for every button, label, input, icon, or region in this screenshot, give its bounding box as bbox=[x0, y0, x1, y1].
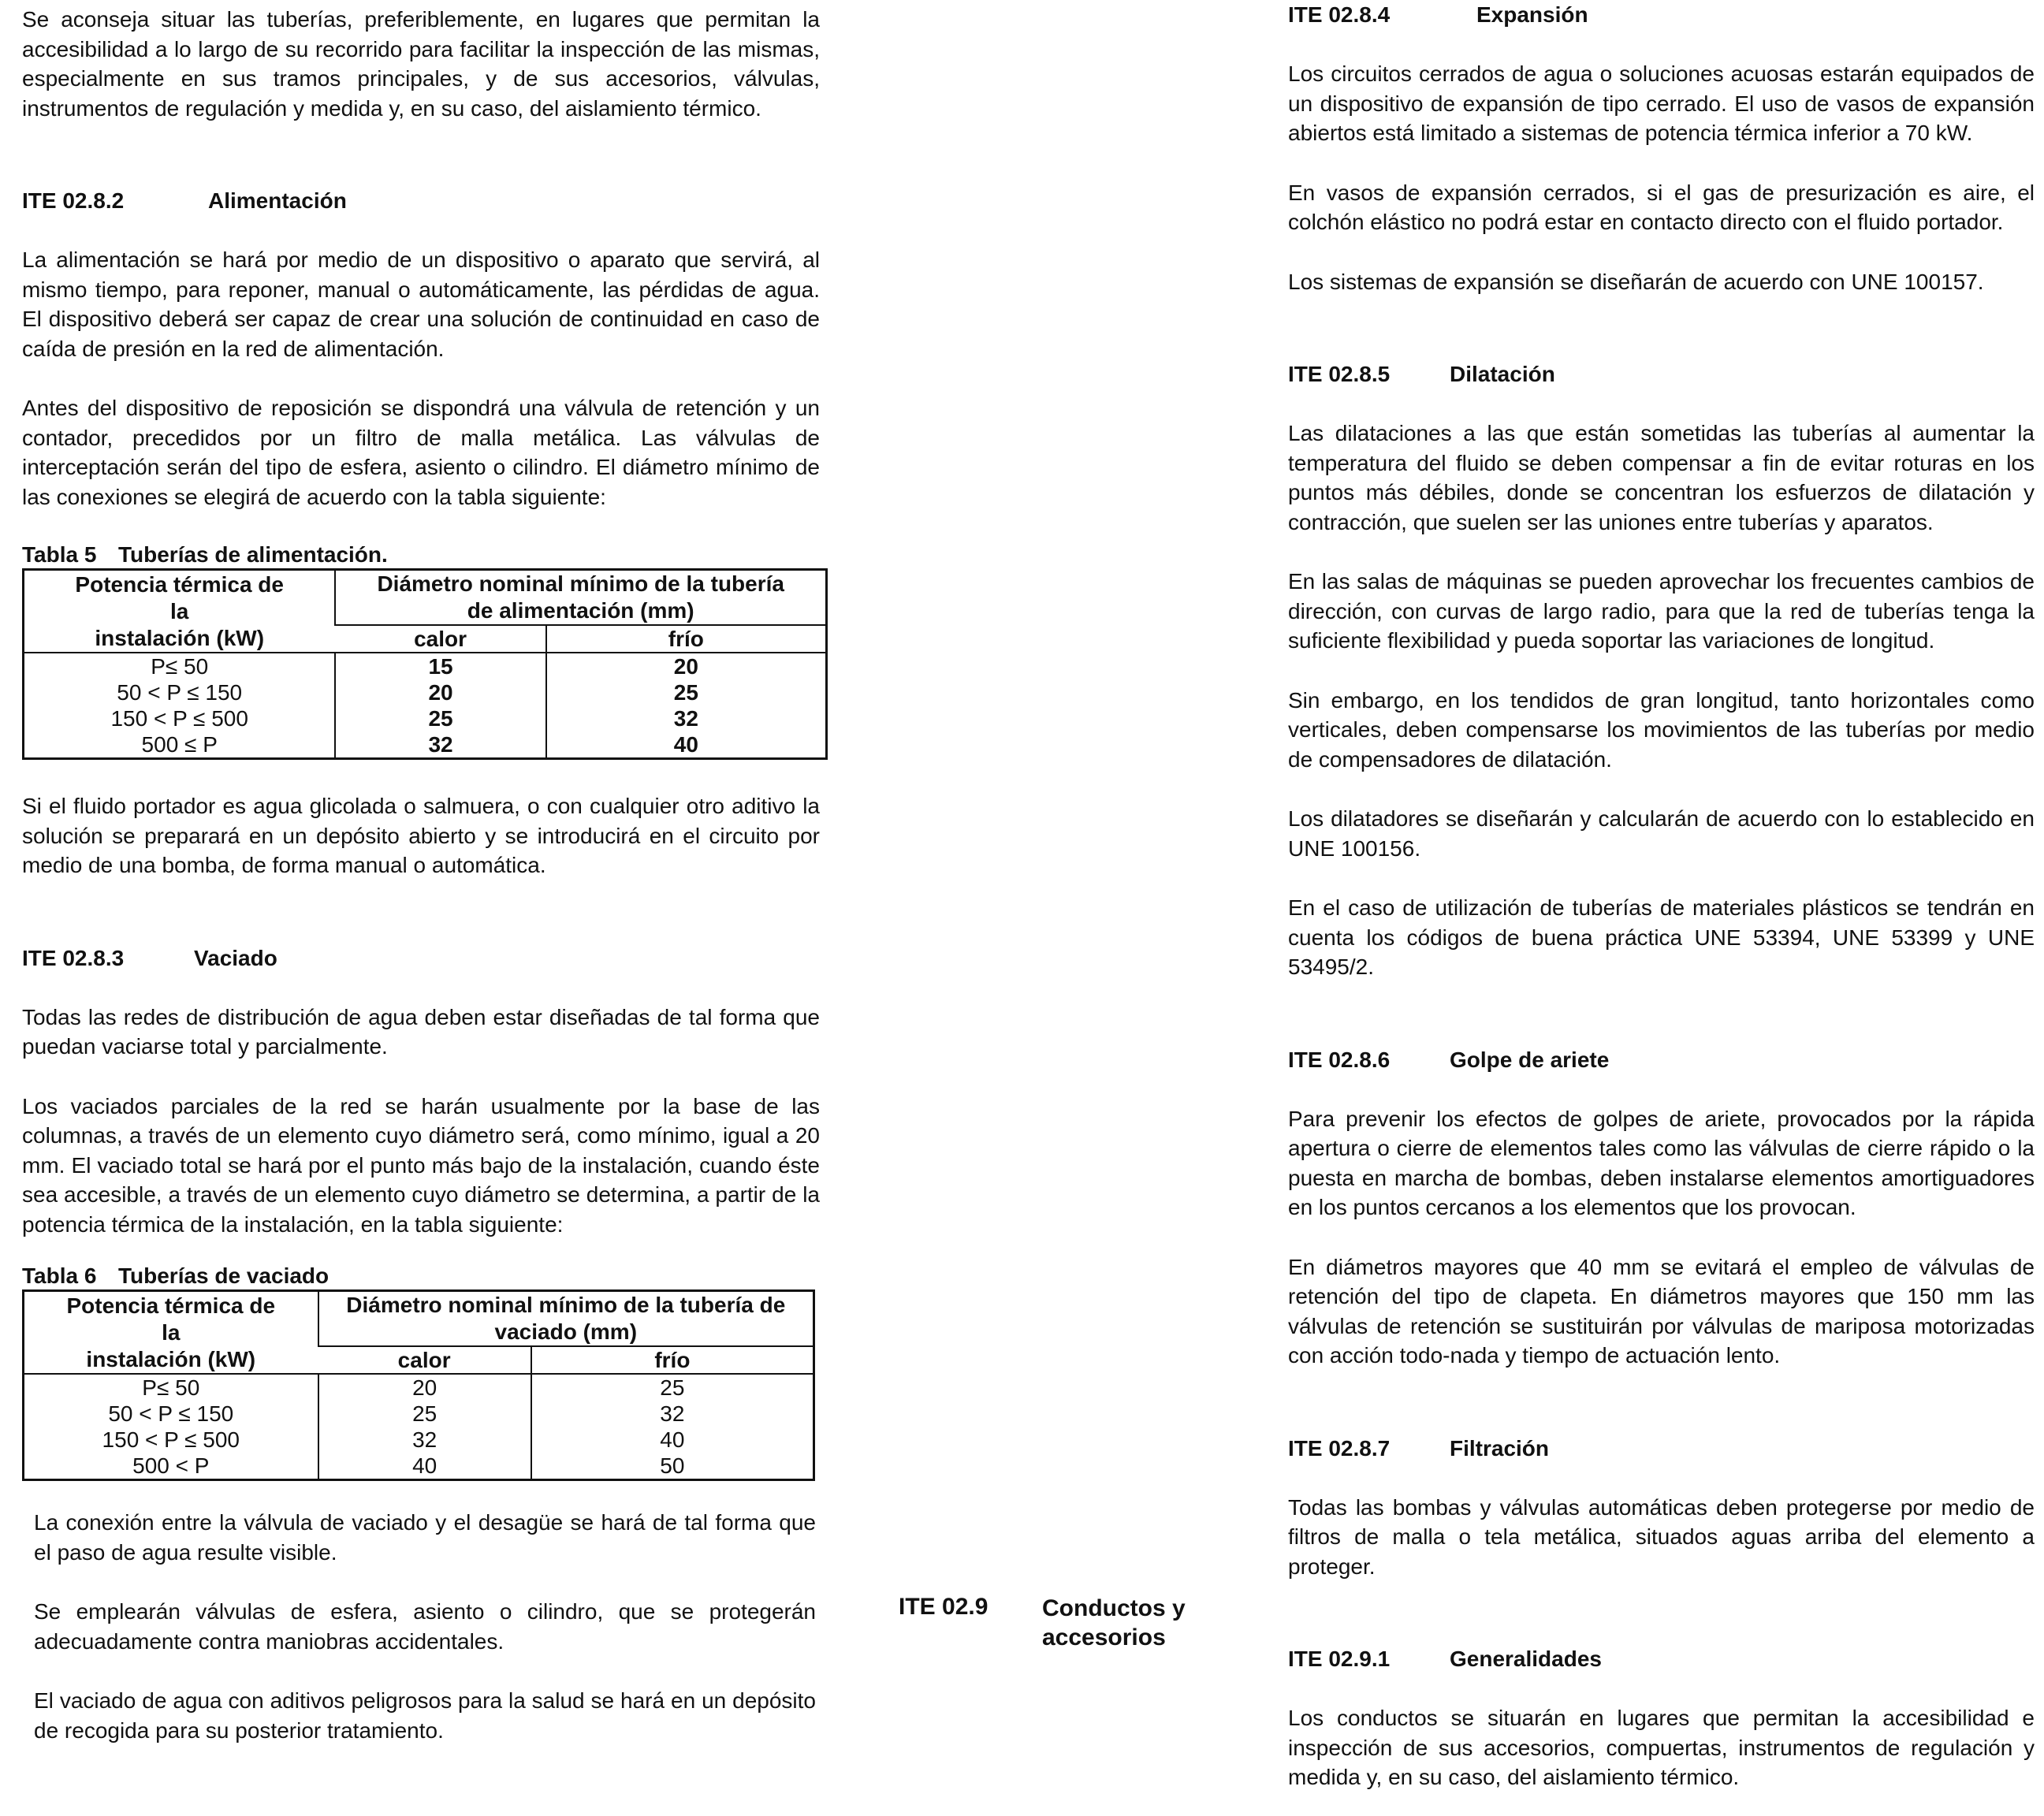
table-row bbox=[24, 731, 827, 759]
cell-calor: 25 bbox=[335, 705, 545, 731]
section-title: Alimentación bbox=[208, 188, 347, 213]
cell-frio: 32 bbox=[531, 1401, 814, 1427]
cell-calor: 32 bbox=[335, 731, 545, 759]
paragraph: Los vaciados parciales de la red se harán usualmente por la base de las columnas, a través de un elemento cuyo diámetro será, como mínimo, igual a 20 mm. El vaciado total se hará por el punto más bajo de la instalación, cuando éste sea accesible, a través de un elemento cuyo diámetro se determina, a partir de la potencia térmica de la instalación, en la tabla siguiente: bbox=[22, 1093, 820, 1237]
heading-ite-02-8-3 bbox=[22, 943, 820, 973]
table-row bbox=[24, 653, 827, 679]
cell-calor: 20 bbox=[335, 679, 545, 705]
section-title: Golpe de ariete bbox=[1450, 1047, 1610, 1072]
vaciado-notes bbox=[22, 1508, 816, 1745]
paragraph: Todas las redes de distribución de agua deben estar diseñadas de tal forma que puedan vaciarse total y parcialmente. bbox=[22, 1004, 820, 1059]
section-title: Filtración bbox=[1450, 1435, 1550, 1461]
table-title: Tuberías de alimentación. bbox=[118, 542, 388, 567]
table-row bbox=[24, 705, 827, 731]
section-code: ITE 02.8.5 bbox=[1288, 362, 1391, 386]
paragraph: Los sistemas de expansión se diseñarán de acuerdo con UNE 100157. bbox=[1288, 269, 1984, 294]
right-column bbox=[1288, 0, 2035, 1792]
cell-potencia: P≤ 50 bbox=[24, 653, 336, 679]
section-title: Expansión bbox=[1476, 2, 1588, 27]
header-diametro: Diámetro nominal mínimo de la tubería de alimentación (mm) bbox=[335, 570, 826, 626]
cell-frio: 20 bbox=[546, 653, 827, 679]
heading-ite-02-8-7 bbox=[1288, 1434, 2035, 1463]
cell-calor: 15 bbox=[335, 653, 545, 679]
table-header-row bbox=[24, 570, 827, 626]
section-code: ITE 02.8.2 bbox=[22, 188, 125, 213]
header-potencia: Potencia térmica de la instalación (kW) bbox=[66, 1293, 276, 1371]
cell-potencia: 500 < P bbox=[132, 1453, 210, 1478]
header-calor: calor bbox=[318, 1346, 531, 1374]
section-code: ITE 02.8.3 bbox=[22, 945, 125, 970]
paragraph: En las salas de máquinas se pueden aprovechar los frecuentes cambios de dirección, con curvas de largo radio, para que la red de tuberías tenga la suficiente flexibilidad y pueda soportar las variaciones de longitud. bbox=[1288, 569, 2035, 653]
paragraph: En diámetros mayores que 40 mm se evitará el empleo de válvulas de retención del tipo de clapeta. En diámetros mayores que 150 mm las válvulas de retención se sustituirán por válvulas de mariposa motorizadas con acción todo-nada y tiempo de actuación lento. bbox=[1288, 1254, 2035, 1368]
section-code: ITE 02.8.7 bbox=[1288, 1435, 1391, 1461]
paragraph: Los dilatadores se diseñarán y calcularán de acuerdo con lo establecido en UNE 100156. bbox=[1288, 806, 2035, 861]
paragraph: En el caso de utilización de tuberías de materiales plásticos se tendrán en cuenta los códigos de buena práctica UNE 53394, UNE 53399 y UNE 53495/2. bbox=[1288, 895, 2035, 979]
cell-frio: 32 bbox=[546, 705, 827, 731]
paragraph: La conexión entre la válvula de vaciado y el desagüe se hará de tal forma que el paso de agua resulte visible. bbox=[34, 1510, 816, 1565]
section-title: Dilatación bbox=[1450, 362, 1555, 386]
paragraph: Los circuitos cerrados de agua o soluciones acuosas estarán equipados de un dispositivo de expansión de tipo cerrado. El uso de vasos de expansión abiertos está limitado a sistemas de potencia térmica inferior a 70 kW. bbox=[1288, 61, 2035, 145]
table-row bbox=[24, 679, 827, 705]
cell-calor: 25 bbox=[318, 1401, 531, 1427]
paragraph: Todas las bombas y válvulas automáticas deben protegerse por medio de filtros de malla o tela metálica, situados aguas arriba del elemento a proteger. bbox=[1288, 1494, 2035, 1579]
paragraph: Sin embargo, en los tendidos de gran longitud, tanto horizontales como verticales, deben compensarse los movimientos de las tuberías por medio de compensadores de dilatación. bbox=[1288, 687, 2035, 772]
table-row bbox=[24, 1374, 814, 1401]
heading-ite-02-9-1 bbox=[1288, 1644, 2035, 1673]
section-code: ITE 02.9 bbox=[899, 1594, 988, 1620]
cell-frio: 50 bbox=[531, 1453, 814, 1480]
cell-potencia: 50 < P ≤ 150 bbox=[108, 1401, 234, 1426]
table5-body bbox=[24, 653, 827, 759]
cell-calor: 32 bbox=[318, 1427, 531, 1453]
intro-paragraph: Se aconseja situar las tuberías, preferiblemente, en lugares que permitan la accesibilidad a lo largo de su recorrido para facilitar la inspección de las mismas, especialmente en sus tramos principales, y de sus accesorios, válvulas, instrumentos de regulación y medida y, en su caso, del aislamiento térmico. bbox=[22, 7, 820, 121]
cell-potencia: 150 < P ≤ 500 bbox=[110, 706, 248, 731]
section-code: ITE 02.9.1 bbox=[1288, 1647, 1391, 1671]
cell-potencia: 50 < P ≤ 150 bbox=[117, 680, 243, 705]
cell-potencia: 500 ≤ P bbox=[141, 732, 218, 757]
cell-frio: 40 bbox=[546, 731, 827, 759]
table6 bbox=[22, 1289, 815, 1481]
header-frio: frío bbox=[546, 625, 827, 653]
heading-ite-02-8-6 bbox=[1288, 1045, 2035, 1074]
table-row bbox=[24, 1453, 814, 1480]
section-title: Vaciado bbox=[194, 945, 277, 970]
paragraph: Antes del dispositivo de reposición se dispondrá una válvula de retención y un contador, precedidos por un filtro de malla metálica. Las válvulas de interceptación serán del tipo de esfera, asiento o cilindro. El diámetro mínimo de las conexiones se elegirá de acuerdo con la tabla siguiente: bbox=[22, 396, 820, 509]
cell-frio: 40 bbox=[531, 1427, 814, 1453]
heading-ite-02-8-4 bbox=[1288, 0, 2035, 29]
table-number: Tabla 6 bbox=[22, 1263, 97, 1288]
table5 bbox=[22, 568, 828, 760]
cell-calor: 40 bbox=[318, 1453, 531, 1480]
paragraph: Se emplearán válvulas de esfera, asiento o cilindro, que se protegerán adecuadamente contra maniobras accidentales. bbox=[34, 1599, 816, 1654]
header-calor: calor bbox=[335, 625, 545, 653]
left-column bbox=[22, 0, 820, 1745]
header-diametro: Diámetro nominal mínimo de la tubería de vaciado (mm) bbox=[318, 1291, 814, 1347]
cell-potencia: 150 < P ≤ 500 bbox=[102, 1427, 240, 1452]
table-number: Tabla 5 bbox=[22, 542, 97, 567]
paragraph: El vaciado de agua con aditivos peligrosos para la salud se hará en un depósito de recogida para su posterior tratamiento. bbox=[34, 1688, 816, 1743]
cell-frio: 25 bbox=[531, 1374, 814, 1401]
section-title: Generalidades bbox=[1450, 1647, 1602, 1671]
heading-ite-02-8-5 bbox=[1288, 359, 2035, 389]
table-row bbox=[24, 1427, 814, 1453]
table6-body bbox=[24, 1374, 814, 1480]
cell-calor: 20 bbox=[318, 1374, 531, 1401]
paragraph: Si el fluido portador es agua glicolada o salmuera, o con cualquier otro aditivo la solución se preparará en un depósito abierto y se introducirá en el circuito por medio de una bomba, de forma manual o automática. bbox=[22, 794, 820, 877]
section-title: Conductos y accesorios bbox=[1042, 1595, 1186, 1650]
paragraph: Los conductos se situarán en lugares que permitan la accesibilidad e inspección de sus accesorios, compuertas, instrumentos de regulación y medida y, en su caso, del aislamiento térmico. bbox=[1288, 1706, 2035, 1789]
table-title: Tuberías de vaciado bbox=[118, 1263, 329, 1288]
paragraph: En vasos de expansión cerrados, si el gas de presurización es aire, el colchón elástico no podrá estar en contacto directo con el fluido portador. bbox=[1288, 180, 2035, 234]
paragraph: Las dilataciones a las que están sometidas las tuberías al aumentar la temperatura del fluido se deben compensar a fin de evitar roturas en los puntos más débiles, donde se concentran los esfuerzos de dilatación y contracción, que suelen ser las uniones entre tuberías y aparatos. bbox=[1288, 421, 2035, 534]
header-frio: frío bbox=[531, 1346, 814, 1374]
table-row bbox=[24, 1401, 814, 1427]
table-header-row bbox=[24, 1291, 814, 1347]
cell-potencia: P≤ 50 bbox=[24, 1374, 318, 1401]
section-code: ITE 02.8.4 bbox=[1288, 2, 1391, 27]
table5-caption bbox=[22, 541, 820, 568]
paragraph: La alimentación se hará por medio de un dispositivo o aparato que servirá, al mismo tiempo, para reponer, manual o automáticamente, las pérdidas de agua. El dispositivo deberá ser capaz de crear una solución de continuidad en caso de caída de presión en la red de alimentación. bbox=[22, 247, 820, 361]
header-potencia: Potencia térmica de la instalación (kW) bbox=[75, 571, 284, 650]
heading-ite-02-8-2 bbox=[22, 186, 820, 215]
paragraph: Para prevenir los efectos de golpes de ariete, provocados por la rápida apertura o cierre de elementos tales como las válvulas de cierre rápido o la puesta en marcha de bombas, deben instalarse elementos amortiguadores en los puntos cercanos a los elementos que los provocan. bbox=[1288, 1106, 2035, 1219]
cell-frio: 25 bbox=[546, 679, 827, 705]
section-code: ITE 02.8.6 bbox=[1288, 1047, 1391, 1072]
table6-caption bbox=[22, 1263, 820, 1289]
